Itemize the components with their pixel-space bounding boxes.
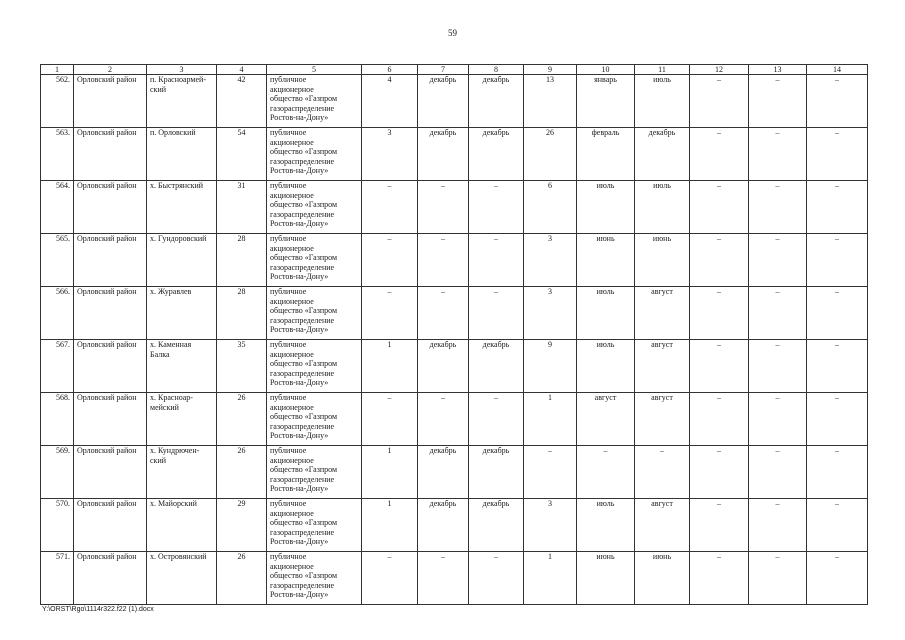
col10-cell: июль: [577, 340, 635, 393]
col13-cell: –: [749, 446, 807, 499]
row-number-cell: 562.: [41, 75, 74, 128]
col14-cell: –: [807, 393, 868, 446]
col11-cell: август: [635, 340, 690, 393]
col7-cell: –: [418, 181, 469, 234]
col9-cell: 13: [524, 75, 577, 128]
col13-cell: –: [749, 181, 807, 234]
column-header: 5: [267, 65, 362, 75]
col7-cell: декабрь: [418, 499, 469, 552]
district-cell: Орловский район: [74, 499, 147, 552]
col14-cell: –: [807, 287, 868, 340]
col6-cell: 1: [362, 499, 418, 552]
column-header: 3: [147, 65, 217, 75]
column-header: 13: [749, 65, 807, 75]
col6-cell: –: [362, 287, 418, 340]
col11-cell: июль: [635, 75, 690, 128]
organization-cell: публичное акционерное общество «Газпром газораспределение Ростов-на-Дону»: [267, 75, 362, 128]
col10-cell: июль: [577, 181, 635, 234]
col7-cell: декабрь: [418, 75, 469, 128]
table-row: [41, 234, 868, 287]
column-header: 14: [807, 65, 868, 75]
district-cell: Орловский район: [74, 287, 147, 340]
organization-cell: публичное акционерное общество «Газпром газораспределение Ростов-на-Дону»: [267, 234, 362, 287]
column-header: 6: [362, 65, 418, 75]
col14-cell: –: [807, 128, 868, 181]
organization-cell: публичное акционерное общество «Газпром газораспределение Ростов-на-Дону»: [267, 128, 362, 181]
count-cell: 28: [217, 234, 267, 287]
row-number-cell: 565.: [41, 234, 74, 287]
organization-cell: публичное акционерное общество «Газпром газораспределение Ростов-на-Дону»: [267, 499, 362, 552]
col12-cell: –: [690, 393, 749, 446]
col12-cell: –: [690, 75, 749, 128]
row-number-cell: 568.: [41, 393, 74, 446]
column-header: 7: [418, 65, 469, 75]
settlement-cell: п. Орловский: [147, 128, 217, 181]
col6-cell: –: [362, 234, 418, 287]
row-number-cell: 569.: [41, 446, 74, 499]
data-table: [40, 64, 868, 605]
col12-cell: –: [690, 552, 749, 605]
col7-cell: декабрь: [418, 446, 469, 499]
col10-cell: январь: [577, 75, 635, 128]
col12-cell: –: [690, 287, 749, 340]
col14-cell: –: [807, 234, 868, 287]
district-cell: Орловский район: [74, 393, 147, 446]
col6-cell: –: [362, 181, 418, 234]
col9-cell: 1: [524, 552, 577, 605]
col8-cell: декабрь: [469, 340, 524, 393]
col6-cell: 1: [362, 446, 418, 499]
table-row: [41, 552, 868, 605]
col13-cell: –: [749, 75, 807, 128]
col9-cell: 3: [524, 287, 577, 340]
table-row: [41, 340, 868, 393]
column-header: 11: [635, 65, 690, 75]
col13-cell: –: [749, 393, 807, 446]
settlement-cell: х. Быстрянский: [147, 181, 217, 234]
col6-cell: 1: [362, 340, 418, 393]
column-header: 9: [524, 65, 577, 75]
count-cell: 26: [217, 446, 267, 499]
organization-cell: публичное акционерное общество «Газпром газораспределение Ростов-на-Дону»: [267, 552, 362, 605]
col9-cell: 9: [524, 340, 577, 393]
district-cell: Орловский район: [74, 340, 147, 393]
col9-cell: 3: [524, 499, 577, 552]
column-header: 12: [690, 65, 749, 75]
col9-cell: –: [524, 446, 577, 499]
table-row: [41, 499, 868, 552]
header-row: [41, 65, 868, 75]
col10-cell: –: [577, 446, 635, 499]
col7-cell: декабрь: [418, 340, 469, 393]
col14-cell: –: [807, 552, 868, 605]
col7-cell: –: [418, 393, 469, 446]
settlement-cell: х. Кундрючен- ский: [147, 446, 217, 499]
col7-cell: –: [418, 552, 469, 605]
col9-cell: 1: [524, 393, 577, 446]
table-row: [41, 287, 868, 340]
col8-cell: –: [469, 181, 524, 234]
col13-cell: –: [749, 340, 807, 393]
col13-cell: –: [749, 552, 807, 605]
row-number-cell: 570.: [41, 499, 74, 552]
col8-cell: –: [469, 234, 524, 287]
count-cell: 26: [217, 552, 267, 605]
col11-cell: июнь: [635, 234, 690, 287]
footer-file-path: Y:\ORST\Rgo\1114r322.f22 (1).docx: [42, 606, 154, 613]
col7-cell: –: [418, 287, 469, 340]
col14-cell: –: [807, 181, 868, 234]
col12-cell: –: [690, 234, 749, 287]
col6-cell: –: [362, 393, 418, 446]
page-number: 59: [448, 28, 457, 38]
col10-cell: июнь: [577, 552, 635, 605]
col10-cell: июль: [577, 499, 635, 552]
col8-cell: декабрь: [469, 75, 524, 128]
column-header: 1: [41, 65, 74, 75]
col9-cell: 3: [524, 234, 577, 287]
settlement-cell: х. Гундоровский: [147, 234, 217, 287]
table-body: [41, 75, 868, 605]
district-cell: Орловский район: [74, 181, 147, 234]
col12-cell: –: [690, 446, 749, 499]
col11-cell: август: [635, 499, 690, 552]
col6-cell: –: [362, 552, 418, 605]
col6-cell: 4: [362, 75, 418, 128]
organization-cell: публичное акционерное общество «Газпром газораспределение Ростов-на-Дону»: [267, 446, 362, 499]
col8-cell: –: [469, 393, 524, 446]
settlement-cell: х. Майорский: [147, 499, 217, 552]
column-header: 2: [74, 65, 147, 75]
column-header: 4: [217, 65, 267, 75]
col14-cell: –: [807, 499, 868, 552]
col7-cell: декабрь: [418, 128, 469, 181]
col7-cell: –: [418, 234, 469, 287]
col10-cell: август: [577, 393, 635, 446]
organization-cell: публичное акционерное общество «Газпром газораспределение Ростов-на-Дону»: [267, 287, 362, 340]
col12-cell: –: [690, 181, 749, 234]
settlement-cell: х. Журавлев: [147, 287, 217, 340]
district-cell: Орловский район: [74, 446, 147, 499]
col9-cell: 26: [524, 128, 577, 181]
col11-cell: август: [635, 393, 690, 446]
col11-cell: август: [635, 287, 690, 340]
table-row: [41, 128, 868, 181]
col14-cell: –: [807, 75, 868, 128]
col12-cell: –: [690, 499, 749, 552]
column-header: 10: [577, 65, 635, 75]
table-row: [41, 181, 868, 234]
col11-cell: декабрь: [635, 128, 690, 181]
col10-cell: июнь: [577, 234, 635, 287]
col12-cell: –: [690, 340, 749, 393]
col13-cell: –: [749, 128, 807, 181]
count-cell: 26: [217, 393, 267, 446]
row-number-cell: 566.: [41, 287, 74, 340]
col10-cell: февраль: [577, 128, 635, 181]
settlement-cell: х. Каменная Балка: [147, 340, 217, 393]
col11-cell: июнь: [635, 552, 690, 605]
row-number-cell: 567.: [41, 340, 74, 393]
col6-cell: 3: [362, 128, 418, 181]
count-cell: 42: [217, 75, 267, 128]
settlement-cell: х. Островянский: [147, 552, 217, 605]
district-cell: Орловский район: [74, 234, 147, 287]
row-number-cell: 564.: [41, 181, 74, 234]
col13-cell: –: [749, 287, 807, 340]
settlement-cell: х. Красноар- мейский: [147, 393, 217, 446]
col8-cell: –: [469, 287, 524, 340]
count-cell: 29: [217, 499, 267, 552]
district-cell: Орловский район: [74, 75, 147, 128]
row-number-cell: 563.: [41, 128, 74, 181]
col14-cell: –: [807, 446, 868, 499]
table-row: [41, 393, 868, 446]
organization-cell: публичное акционерное общество «Газпром газораспределение Ростов-на-Дону»: [267, 393, 362, 446]
col8-cell: –: [469, 552, 524, 605]
count-cell: 54: [217, 128, 267, 181]
col8-cell: декабрь: [469, 446, 524, 499]
district-cell: Орловский район: [74, 128, 147, 181]
table-row: [41, 75, 868, 128]
col13-cell: –: [749, 499, 807, 552]
organization-cell: публичное акционерное общество «Газпром газораспределение Ростов-на-Дону»: [267, 181, 362, 234]
col12-cell: –: [690, 128, 749, 181]
col11-cell: –: [635, 446, 690, 499]
organization-cell: публичное акционерное общество «Газпром газораспределение Ростов-на-Дону»: [267, 340, 362, 393]
col13-cell: –: [749, 234, 807, 287]
settlement-cell: п. Красноармей- ский: [147, 75, 217, 128]
col8-cell: декабрь: [469, 499, 524, 552]
row-number-cell: 571.: [41, 552, 74, 605]
district-cell: Орловский район: [74, 552, 147, 605]
table-header: [41, 65, 868, 75]
col14-cell: –: [807, 340, 868, 393]
col9-cell: 6: [524, 181, 577, 234]
col11-cell: июль: [635, 181, 690, 234]
col10-cell: июль: [577, 287, 635, 340]
count-cell: 28: [217, 287, 267, 340]
count-cell: 31: [217, 181, 267, 234]
table-row: [41, 446, 868, 499]
count-cell: 35: [217, 340, 267, 393]
col8-cell: декабрь: [469, 128, 524, 181]
column-header: 8: [469, 65, 524, 75]
